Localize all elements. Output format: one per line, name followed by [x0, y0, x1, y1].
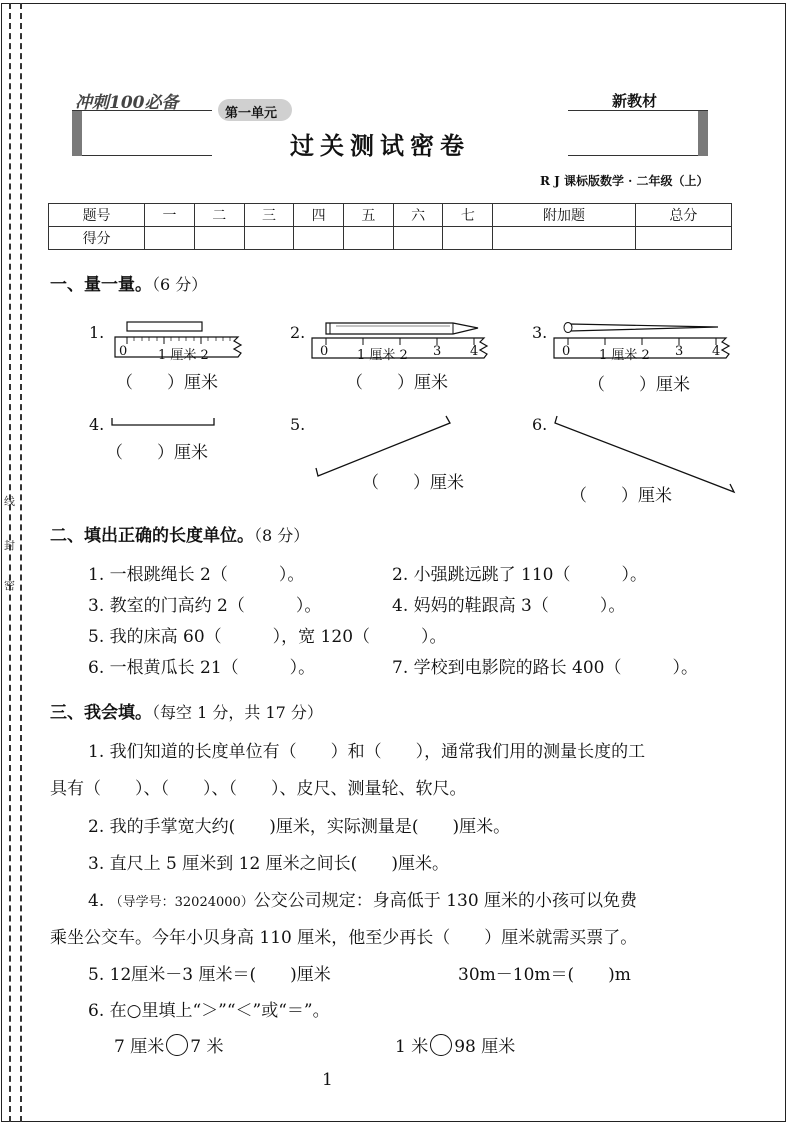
score-cell: 五: [344, 204, 394, 227]
s3-question-4-line2: 乘坐公交车。今年小贝身高 110 厘米，他至少再长（ ）厘米就需买票了。: [50, 928, 638, 948]
unit-badge: 第一单元: [225, 106, 278, 121]
score-cell: 四: [294, 204, 344, 227]
ruler-1-label-0: 0: [119, 344, 128, 359]
section2-points: （8 分）: [254, 526, 310, 545]
series-logo: 冲刺100必备: [75, 93, 179, 113]
section1-points: （6 分）: [152, 275, 208, 294]
section3-heading: [50, 698, 323, 723]
score-cell: 一: [145, 204, 195, 227]
segment-5: [316, 416, 450, 476]
q6b-right: 98 厘米: [454, 1037, 516, 1057]
binding-label-feng: 封: [4, 539, 15, 552]
ruler-2-label-cm: 1 厘米 2: [357, 348, 408, 363]
s3-question-3: 3. 直尺上 5 厘米到 12 厘米之间长( )厘米。: [88, 854, 449, 874]
item6-number: 6.: [532, 415, 548, 434]
score-cell: 附加题: [493, 204, 636, 227]
item3-answer[interactable]: （ ）厘米: [588, 375, 690, 395]
ruler-2-label-0: 0: [320, 344, 329, 359]
s2-question-2: 2. 小强跳远跳了 110（ ）。: [392, 565, 647, 585]
s3-q4-number: 4.: [88, 891, 110, 911]
ruler-2-label-4: 4: [470, 344, 479, 359]
measured-strip: [127, 322, 202, 331]
s2-question-4: 4. 妈妈的鞋跟高 3（ ）。: [392, 596, 626, 616]
s2-question-5: 5. 我的床高 60（ ），宽 120（ ）。: [88, 627, 447, 647]
score-cell: 三: [244, 204, 294, 227]
item1-number: 1.: [89, 323, 105, 342]
s3-question-1-line1: 1. 我们知道的长度单位有（ ）和（ ），通常我们用的测量长度的工: [88, 742, 646, 762]
section2-heading: [50, 521, 309, 546]
compare-circle-1[interactable]: [166, 1034, 188, 1056]
binding-label-xian: 线: [4, 495, 15, 508]
item5-number: 5.: [290, 415, 306, 434]
new-material-label: 新教材: [612, 92, 658, 110]
item6-answer[interactable]: （ ）厘米: [570, 486, 672, 506]
s3-question-5a: 5. 12厘米－3 厘米＝( )厘米: [88, 965, 331, 985]
score-cell: 七: [443, 204, 493, 227]
item3-number: 3.: [532, 323, 548, 342]
s3-question-2: 2. 我的手掌宽大约( )厘米，实际测量是( )厘米。: [88, 817, 511, 837]
score-cell: 二: [194, 204, 244, 227]
s3-q6a: [114, 1032, 223, 1057]
section3-title: 三、我会填。: [50, 703, 152, 723]
item2-number: 2.: [290, 323, 306, 342]
ruler-1-label-cm: 1 厘米 2: [158, 348, 209, 363]
binding-label-mi: 密: [4, 579, 15, 592]
s3-question-1-line2: 具有（ ）、（ ）、（ ）、皮尺、测量轮、软尺。: [50, 779, 467, 799]
needle-head: [564, 323, 572, 333]
s2-question-6: 6. 一根黄瓜长 21（ ）。: [88, 658, 316, 678]
s2-question-1: 1. 一根跳绳长 2（ ）。: [88, 565, 305, 585]
section1-title: 一、量一量。: [50, 275, 152, 295]
compare-circle-2[interactable]: [430, 1034, 452, 1056]
q6a-left: 7 厘米: [114, 1037, 165, 1057]
q6b-left: 1 米: [395, 1037, 429, 1057]
q6a-right: 7 米: [190, 1037, 224, 1057]
s2-question-3: 3. 教室的门高约 2（ ）。: [88, 596, 322, 616]
pencil: [326, 323, 478, 334]
section2-title: 二、填出正确的长度单位。: [50, 526, 254, 546]
item1-answer[interactable]: （ ）厘米: [116, 373, 218, 393]
item2-answer[interactable]: （ ）厘米: [346, 373, 448, 393]
s3-q6b: [395, 1032, 515, 1057]
segment-4: [112, 418, 214, 425]
score-cell: 总分: [635, 204, 731, 227]
item4-number: 4.: [89, 415, 105, 434]
page-title: 过关测试密卷: [290, 131, 470, 160]
s3-q4-text: 公交公司规定：身高低于 130 厘米的小孩可以免费: [253, 891, 638, 911]
s2-question-7: 7. 学校到电影院的路长 400（ ）。: [392, 658, 698, 678]
ruler-3-label-cm: 1 厘米 2: [599, 348, 650, 363]
s3-question-4-line1: [88, 886, 637, 911]
needle: [570, 324, 718, 331]
ruler-3-label-4: 4: [712, 344, 721, 359]
section3-points: （每空 1 分，共 17 分）: [152, 703, 323, 722]
item4-answer[interactable]: （ ）厘米: [106, 443, 208, 463]
item5-answer[interactable]: （ ）厘米: [362, 473, 464, 493]
s3-question-5b: 30m－10m＝( )m: [458, 965, 631, 985]
score-cell: 题号: [49, 204, 145, 227]
page-number: 1: [322, 1070, 333, 1090]
s3-question-6: 6. 在○里填上“＞”“＜”或“＝”。: [88, 1001, 330, 1021]
ruler-2-label-3: 3: [433, 344, 442, 359]
ruler-3-label-3: 3: [675, 344, 684, 359]
score-cell: 得分: [49, 227, 145, 250]
guide-number: （导学号：32024000）: [109, 895, 254, 910]
ruler-3-label-0: 0: [562, 344, 571, 359]
edition-label: R J 课标版数学 · 二年级（上）: [540, 174, 709, 188]
score-cell: 六: [393, 204, 443, 227]
